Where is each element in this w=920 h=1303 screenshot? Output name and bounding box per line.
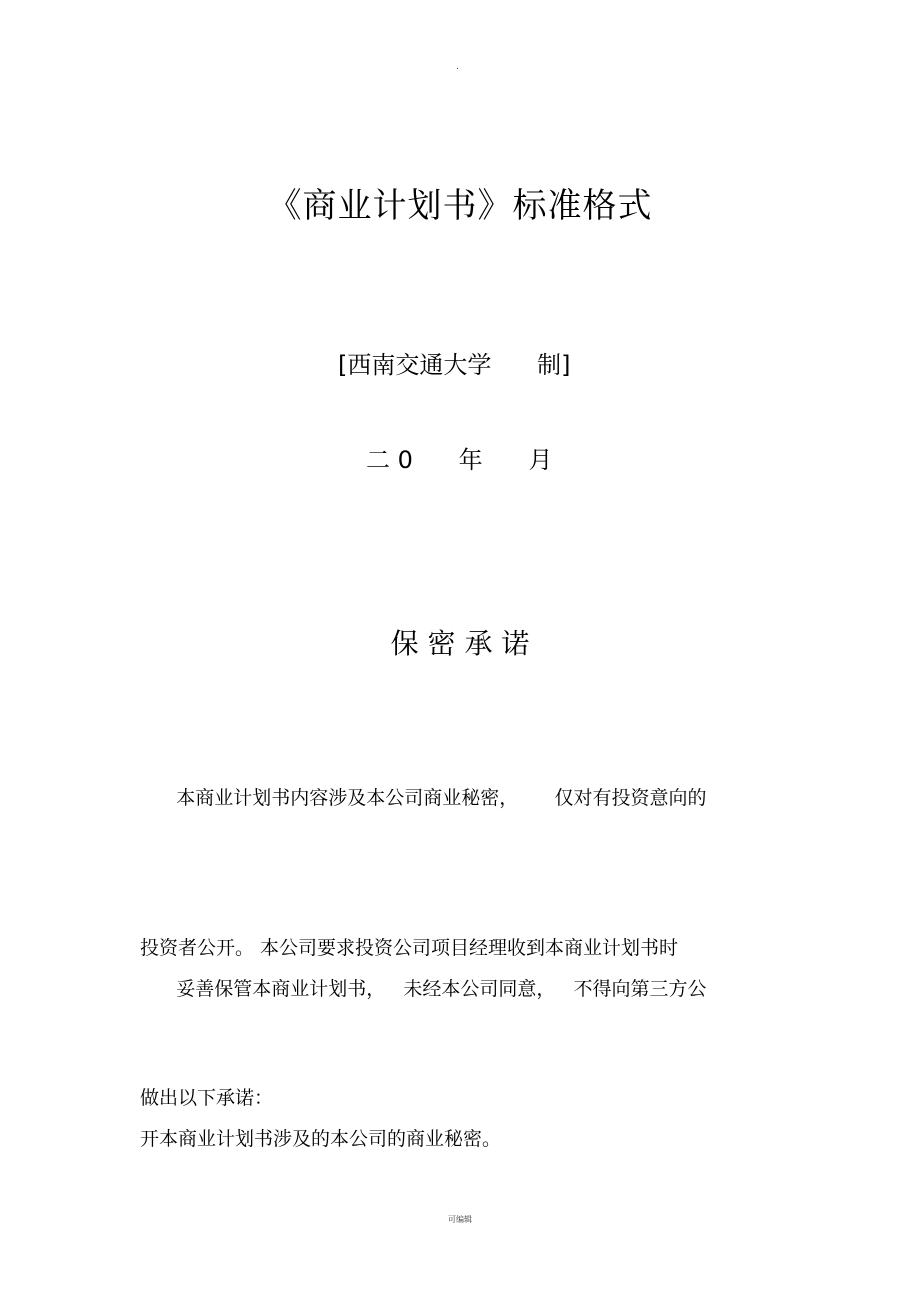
paragraph-line: 本商业计划书内容涉及本公司商业秘密， 仅对有投资意向的 (140, 787, 707, 809)
paragraph-line: 做出以下承诺： (140, 1087, 274, 1109)
footer-label: 可编辑 (448, 1215, 472, 1224)
document-maker: [西南交通大学 制] (338, 351, 571, 379)
document-date: 二 0 年 月 (366, 446, 553, 474)
paragraph-line: 投资者公开。 本公司要求投资公司项目经理收到本商业计划书时 (140, 937, 679, 959)
header-mark: . (456, 62, 459, 72)
confidentiality-heading: 保 密 承 诺 (390, 627, 530, 660)
paragraph-commitment-terms (140, 864, 780, 1264)
document-title: 《商业计划书》标准格式 (267, 186, 653, 226)
paragraph-line: 妥善保管本商业计划书， 未经本公司同意， 不得向第三方公 (140, 978, 707, 1000)
paragraph-line: 开本商业计划书涉及的本公司的商业秘密。 (140, 1128, 502, 1150)
